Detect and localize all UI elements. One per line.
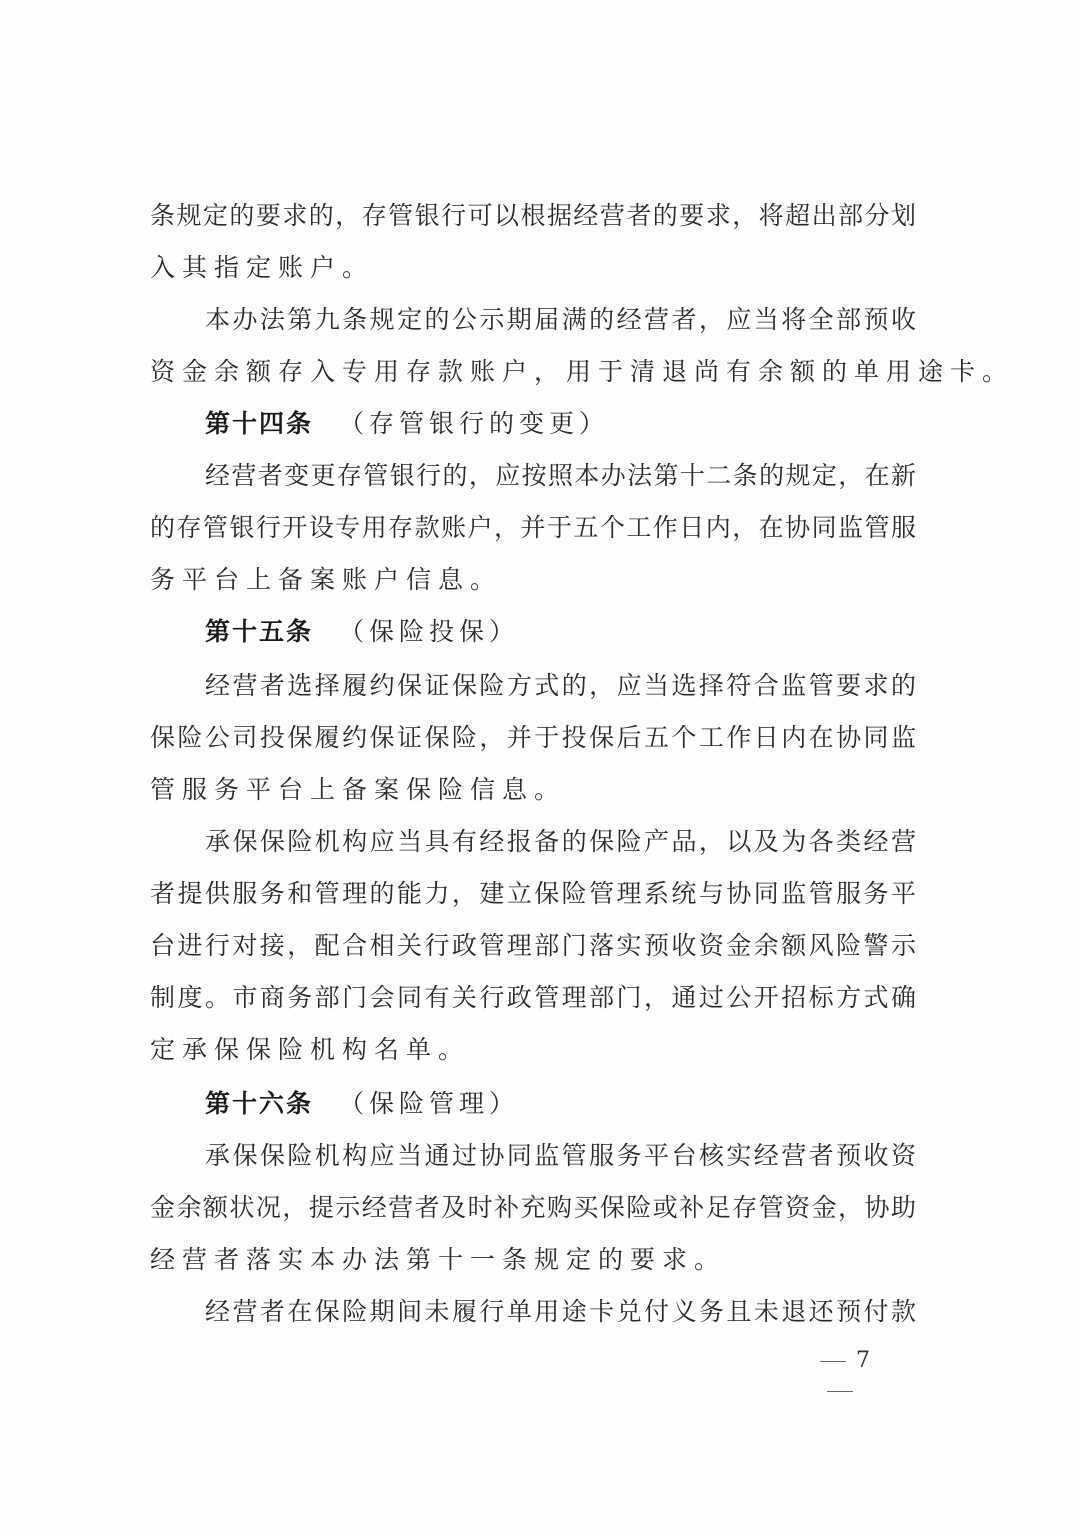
article-heading [205, 404, 609, 444]
body-line: 管服务平台上备案保险信息。 [150, 775, 567, 804]
body-line: 金余额状况，提示经营者及时补充购买保险或补足存管资金，协助 [150, 1193, 916, 1222]
page-number-dash-right [827, 1391, 853, 1392]
article-title: （保险管理） [339, 1089, 520, 1118]
body-line: 承保保险机构应当通过协同监管服务平台核实经营者预收资 [205, 1141, 916, 1170]
article-title: （保险投保） [339, 617, 520, 646]
body-line: 保险公司投保履约保证保险，并于投保后五个工作日内在协同监 [150, 723, 916, 752]
body-line: 经营者落实本办法第十一条规定的要求。 [150, 1245, 727, 1274]
body-line: 经营者在保险期间未履行单用途卡兑付义务且未退还预付款 [205, 1297, 916, 1326]
page-number-dash-left [820, 1361, 846, 1362]
body-line: 经营者变更存管银行的，应按照本办法第十二条的规定，在新 [205, 461, 916, 490]
body-line: 制度。市商务部门会同有关行政管理部门，通过公开招标方式确 [150, 983, 916, 1012]
article-heading [205, 612, 519, 652]
article-heading [205, 1084, 519, 1124]
body-line: 的存管银行开设专用存款账户，并于五个工作日内，在协同监管服 [150, 513, 916, 542]
body-line: 者提供服务和管理的能力，建立保险管理系统与协同监管服务平 [150, 879, 916, 908]
article-number: 第十六条 [205, 1089, 314, 1118]
body-line: 经营者选择履约保证保险方式的，应当选择符合监管要求的 [205, 671, 916, 700]
article-title: （存管银行的变更） [339, 409, 610, 438]
body-line: 入其指定账户。 [150, 253, 375, 282]
article-number: 第十四条 [205, 409, 314, 438]
body-line: 台进行对接，配合相关行政管理部门落实预收资金余额风险警示 [150, 931, 916, 960]
article-number: 第十五条 [205, 617, 314, 646]
body-line: 资金余额存入专用存款账户，用于清退尚有余额的单用途卡。 [150, 357, 1015, 386]
body-line: 承保保险机构应当具有经报备的保险产品，以及为各类经营 [205, 827, 916, 856]
body-line: 务平台上备案账户信息。 [150, 565, 503, 594]
body-line: 条规定的要求的，存管银行可以根据经营者的要求，将超出部分划 [150, 201, 916, 230]
page-number [790, 1346, 890, 1376]
page-number-value: 7 [856, 1348, 870, 1373]
body-line: 本办法第九条规定的公示期届满的经营者，应当将全部预收 [205, 305, 916, 334]
body-line: 定承保保险机构名单。 [150, 1035, 471, 1064]
